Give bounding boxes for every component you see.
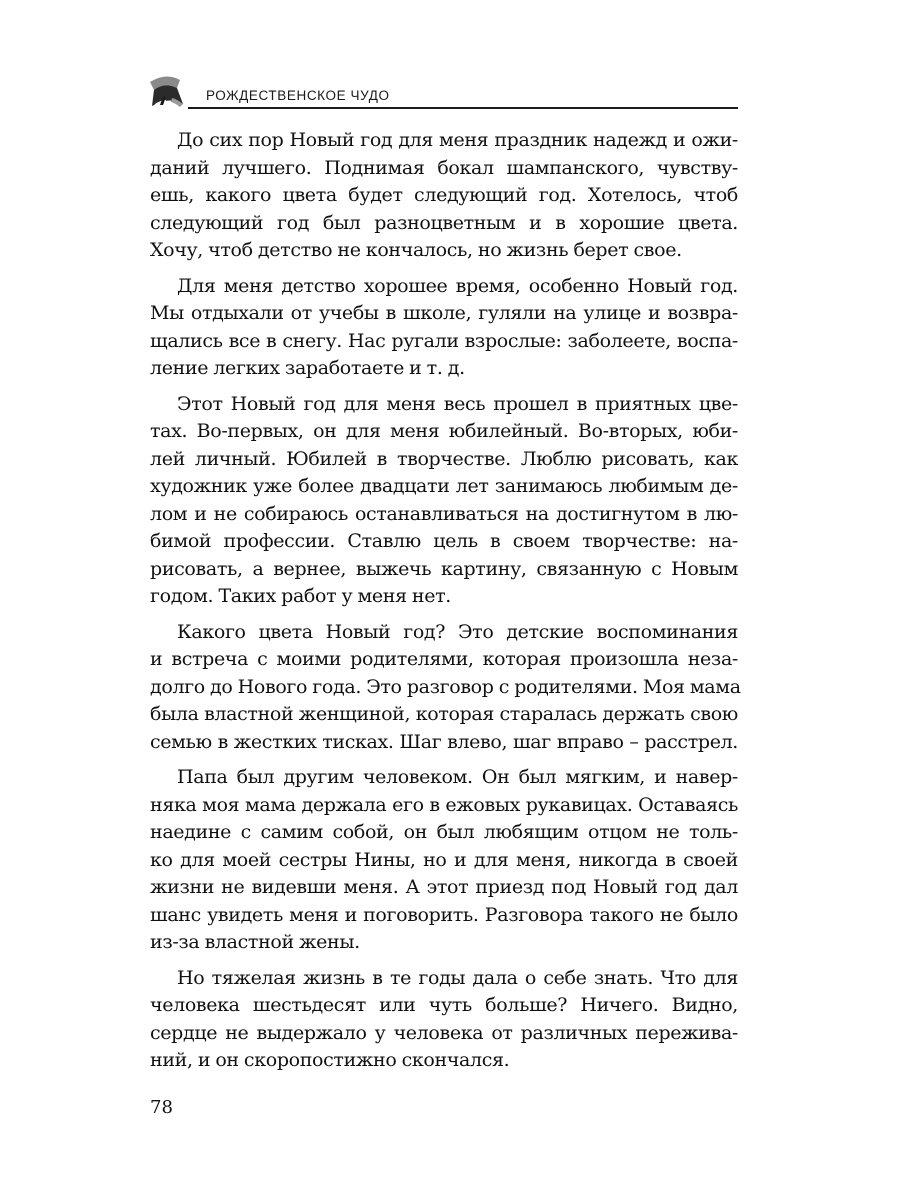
text-line: долго до Нового года. Это разговор с родителями. Моя мама	[150, 675, 741, 698]
text-line: даний лучшего. Поднимая бокал шампанского, чувству-	[150, 156, 738, 179]
running-head: РОЖДЕСТВЕНСКОЕ ЧУДО	[206, 88, 390, 103]
text-line: ешь, какого цвета будет следующий год. Хотелось, чтоб	[150, 184, 738, 206]
text-line: человека шестьдесят или чуть больше? Ничего. Видно,	[150, 994, 738, 1016]
text-line: Папа был другим человеком. Он был мягким, и навер-	[177, 766, 738, 788]
paragraph	[150, 619, 741, 757]
text-line: годом. Таких работ у меня нет.	[150, 585, 451, 607]
text-line: ление легких заработаете и т. д.	[150, 357, 465, 379]
header-rule	[188, 107, 738, 109]
text-line: следующий год был разноцветным и в хорошие цвета.	[150, 211, 738, 234]
bell-icon	[146, 74, 188, 110]
text-line: ний, и он скоропостижно скончался.	[150, 1049, 510, 1071]
text-line: жизни не видевши меня. А этот приезд под Новый год дал	[150, 876, 738, 898]
text-line: сердце не выдержало у человека от различных пережива-	[150, 1021, 738, 1044]
text-line: художник уже более двадцати лет занимаюсь любимым де-	[150, 475, 738, 497]
text-line: Этот Новый год для меня весь прошел в приятных цве-	[177, 392, 738, 415]
text-line: Какого цвета Новый год? Это детские воспоминания	[177, 620, 738, 643]
text-line: и встреча с моими родителями, которая произошла неза-	[150, 648, 738, 670]
paragraph	[150, 127, 738, 265]
text-line: тах. Во-первых, он для меня юбилейный. Во-вторых, юби-	[150, 420, 738, 442]
body-text	[150, 127, 741, 1075]
text-line: семью в жестких тисках. Шаг влево, шаг вправо – расстрел.	[150, 730, 738, 753]
text-line: Но тяжелая жизнь в те годы дала о себе знать. Что для	[177, 966, 738, 989]
text-line: бимой профессии. Ставлю цель в своем творчестве: на-	[150, 530, 738, 552]
text-line: шанс увидеть меня и поговорить. Разговора такого не было	[150, 903, 738, 926]
paragraph	[150, 965, 738, 1075]
paragraph	[150, 273, 738, 383]
text-line: До сих пор Новый год для меня праздник надежд и ожи-	[177, 129, 738, 151]
text-line: Хочу, чтоб детство не кончалось, но жизнь берет свое.	[150, 239, 682, 261]
text-line: няка моя мама держала его в ежовых рукавицах. Оставаясь	[150, 793, 738, 816]
text-line: наедине с самим собой, он был любящим отцом не толь-	[150, 821, 738, 843]
text-line: щались все в снегу. Нас ругали взрослые: заболеете, воспа-	[150, 329, 738, 352]
text-line: Мы отдыхали от учебы в школе, гуляли на улице и возвра-	[150, 302, 738, 324]
paragraph	[150, 764, 738, 957]
text-line: рисовать, а вернее, выжечь картину, связанную с Новым	[150, 557, 738, 580]
text-line: лей личный. Юбилей в творчестве. Люблю рисовать, как	[150, 447, 738, 470]
text-line: была властной женщиной, которая старалась держать свою	[150, 703, 738, 725]
text-line: ко для моей сестры Нины, но и для меня, никогда в своей	[150, 848, 738, 871]
text-line: лом и не собираюсь останавливаться на достигнутом в лю-	[150, 502, 738, 525]
page-header	[146, 74, 738, 110]
paragraph	[150, 391, 738, 611]
text-line: Для меня детство хорошее время, особенно Новый год.	[177, 274, 738, 297]
text-line: из-за властной жены.	[150, 931, 360, 953]
page-number: 78	[150, 1097, 173, 1118]
